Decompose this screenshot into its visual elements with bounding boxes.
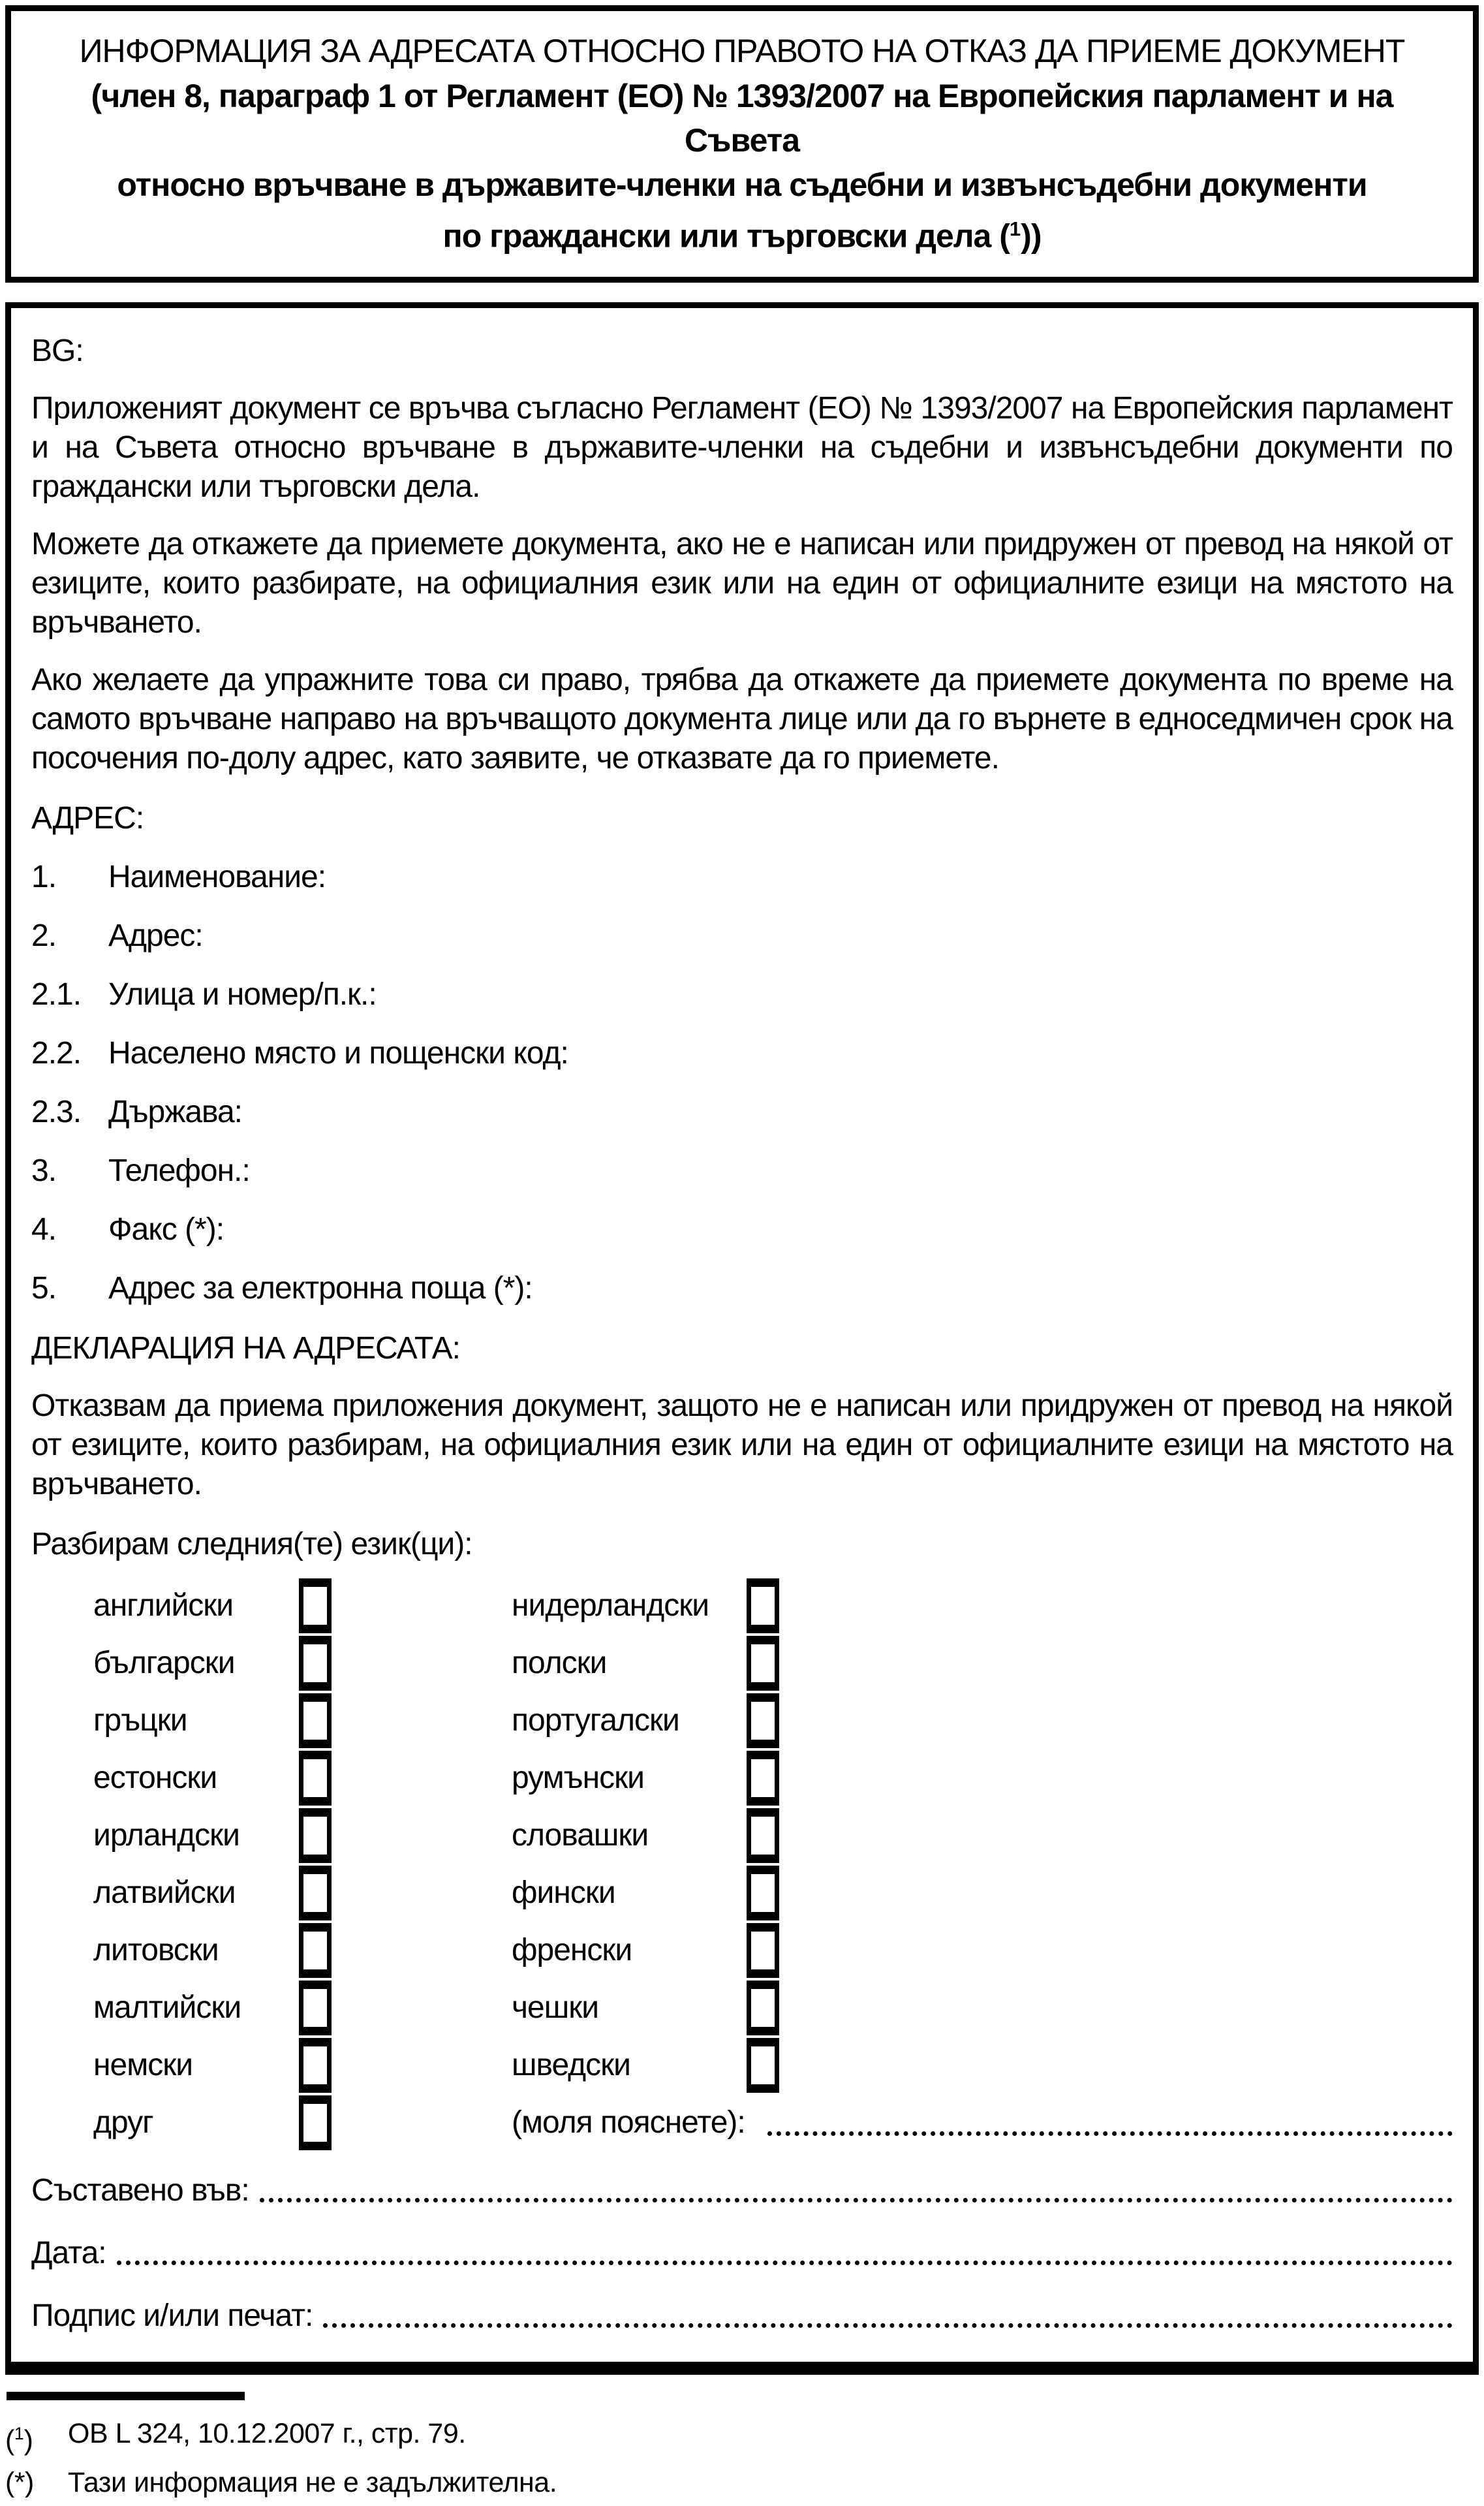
footnote-2-text: Тази информация не е задължителна.: [68, 2466, 557, 2498]
checkbox-bulgarian[interactable]: [299, 1636, 332, 1691]
checkbox-portuguese[interactable]: [747, 1693, 779, 1748]
language-label-dutch: нидерландски: [512, 1588, 709, 1623]
date-label: Дата:: [31, 2235, 106, 2270]
paragraph-declaration: Отказвам да приема приложения документ, защото не е написан или придружен от превод на някой от езиците, които разбирам, на официалния език или на един от официалните езици на мястото на връчването.: [31, 1388, 1453, 1501]
item-number: 3.: [31, 1153, 57, 1188]
language-label-english: английски: [93, 1588, 234, 1623]
address-item-city-postcode: [31, 1034, 1453, 1073]
language-label-portuguese: португалски: [512, 1703, 679, 1738]
checkbox-polish[interactable]: [747, 1636, 779, 1691]
item-label: Адрес за електронна поща (*):: [108, 1270, 533, 1306]
please-specify-label: (моля пояснете):: [512, 2105, 745, 2140]
item-number: 1.: [31, 859, 57, 894]
language-label-finnish: фински: [512, 1875, 615, 1911]
language-row: [31, 1922, 1453, 1979]
declaration-heading: ДЕКЛАРАЦИЯ НА АДРЕСАТА:: [31, 1330, 460, 1366]
checkbox-romanian[interactable]: [747, 1751, 779, 1806]
checkbox-irish[interactable]: [299, 1808, 332, 1863]
footnote-1-ref: 1: [14, 2423, 24, 2443]
language-row: [31, 1692, 1453, 1749]
footnotes: [5, 2416, 1479, 2501]
language-label-polish: полски: [512, 1646, 607, 1681]
item-number: 2.2.: [31, 1035, 82, 1071]
item-number: 2.: [31, 918, 57, 953]
header-box: [5, 5, 1479, 283]
date-fill-in-line[interactable]: [117, 2261, 1453, 2265]
language-label-french: френски: [512, 1933, 632, 1968]
paragraph-refusal-procedure: Ако желаете да упражните това си право, трябва да откажете да приемете документа по време на самото връчване направо на връчващото документа лице или да го върнете в едноседмичен срок на посочения по-долу адрес, като заявите, че отказвате да го приемете.: [31, 662, 1453, 775]
checkbox-maltese[interactable]: [299, 1981, 332, 2035]
item-label: Улица и номер/п.к.:: [108, 977, 377, 1012]
item-label: Държава:: [108, 1094, 242, 1129]
footnote-ref-1: 1: [1009, 217, 1021, 240]
item-label: Населено място и пощенски код:: [108, 1035, 568, 1071]
language-code-label: BG:: [31, 333, 84, 368]
item-label: Адрес:: [108, 918, 203, 953]
item-label: Наименование:: [108, 859, 326, 894]
please-specify-fill-in-line[interactable]: [767, 2131, 1453, 2136]
language-label-german: немски: [93, 2048, 193, 2083]
language-label-other: друг: [93, 2105, 153, 2140]
paragraph-refusal-right: Можете да откажете да приемете документа, ако не е написан или придружен от превод на някой от езиците, които разбирате, на официалния език или на един от официалните езици на мястото на връчването.: [31, 526, 1453, 640]
language-label-slovak: словашки: [512, 1818, 649, 1853]
checkbox-latvian[interactable]: [299, 1866, 332, 1920]
address-item-name: [31, 858, 1453, 897]
subtitle-text: по граждански или търговски дела (: [442, 217, 1010, 255]
language-checkbox-table: [31, 1577, 1453, 2152]
footnote-1: [5, 2416, 1479, 2458]
subtitle-text: )): [1021, 217, 1042, 255]
drawn-up-in-fill-in-line[interactable]: [260, 2198, 1453, 2202]
address-item-fax: [31, 1210, 1453, 1249]
checkbox-slovak[interactable]: [747, 1808, 779, 1863]
footnote-2: [5, 2465, 1479, 2501]
language-row: [31, 1749, 1453, 1807]
header-subtitle-line1: (член 8, параграф 1 от Регламент (ЕО) № 1393/2007 на Европейския парламент и на Съвета: [91, 78, 1393, 159]
checkbox-lithuanian[interactable]: [299, 1923, 332, 1978]
checkbox-estonian[interactable]: [299, 1751, 332, 1806]
language-row: [31, 1864, 1453, 1922]
language-label-romanian: румънски: [512, 1761, 644, 1796]
item-label: Факс (*):: [108, 1212, 224, 1247]
checkbox-finnish[interactable]: [747, 1866, 779, 1920]
language-label-irish: ирландски: [93, 1818, 240, 1853]
footnote-2-marker: (*): [5, 2466, 34, 2498]
language-label-bulgarian: български: [93, 1646, 235, 1681]
paragraph-service-info: Приложеният документ се връчва съгласно Регламент (ЕО) № 1393/2007 на Европейския парламент и на Съвета относно връчване в държавите-членки на съдебни и извънсъдебни документи по граждански или търговски дела.: [31, 390, 1453, 504]
date-field: [31, 2234, 1453, 2273]
language-label-lithuanian: литовски: [93, 1933, 219, 1968]
signature-field: [31, 2296, 1453, 2336]
language-row-other: [31, 2094, 1453, 2152]
page-title: ИНФОРМАЦИЯ ЗА АДРЕСАТА ОТНОСНО ПРАВОТО НА ОТКАЗ ДА ПРИЕМЕ ДОКУМЕНТ: [79, 33, 1405, 69]
checkbox-dutch[interactable]: [747, 1578, 779, 1633]
checkbox-swedish[interactable]: [747, 2038, 779, 2093]
item-number: 2.3.: [31, 1094, 82, 1129]
language-label-latvian: латвийски: [93, 1875, 236, 1911]
checkbox-czech[interactable]: [747, 1981, 779, 2035]
address-item-country: [31, 1093, 1453, 1132]
language-label-estonian: естонски: [93, 1761, 217, 1796]
drawn-up-in-field: [31, 2171, 1453, 2210]
item-number: 2.1.: [31, 977, 82, 1012]
checkbox-other[interactable]: [299, 2095, 332, 2150]
language-row: [31, 1577, 1453, 1635]
languages-prompt: Разбирам следния(те) език(ци):: [31, 1526, 472, 1561]
item-number: 4.: [31, 1212, 57, 1247]
language-row: [31, 1979, 1453, 2037]
checkbox-german[interactable]: [299, 2038, 332, 2093]
address-item-address: [31, 916, 1453, 956]
language-label-maltese: малтийски: [93, 1990, 241, 2026]
header-subtitle-line3: [44, 207, 1440, 258]
address-item-street: [31, 975, 1453, 1014]
language-row: [31, 2037, 1453, 2094]
signature-label: Подпис и/или печат:: [31, 2298, 313, 2333]
language-row: [31, 1807, 1453, 1864]
address-item-email: [31, 1269, 1453, 1308]
item-number: 5.: [31, 1270, 57, 1306]
checkbox-english[interactable]: [299, 1578, 332, 1633]
signature-fill-in-line[interactable]: [323, 2323, 1453, 2328]
address-heading: АДРЕС:: [31, 800, 144, 836]
language-label-swedish: шведски: [512, 2048, 630, 2083]
checkbox-french[interactable]: [747, 1923, 779, 1978]
footnote-1-text: ОВ L 324, 10.12.2007 г., стр. 79.: [68, 2417, 466, 2449]
address-item-phone: [31, 1151, 1453, 1191]
language-row: [31, 1635, 1453, 1692]
checkbox-greek[interactable]: [299, 1693, 332, 1748]
footnote-1-marker: ($^1$): [5, 2423, 33, 2456]
footnote-separator-rule: [7, 2392, 245, 2400]
item-label: Телефон.:: [108, 1153, 250, 1188]
drawn-up-in-label: Съставено във:: [31, 2172, 249, 2208]
language-label-czech: чешки: [512, 1990, 599, 2026]
language-label-greek: гръцки: [93, 1703, 187, 1738]
form-body-box: [5, 302, 1479, 2375]
header-subtitle-line2: относно връчване в държавите-членки на съдебни и извънсъдебни документи: [117, 166, 1367, 203]
